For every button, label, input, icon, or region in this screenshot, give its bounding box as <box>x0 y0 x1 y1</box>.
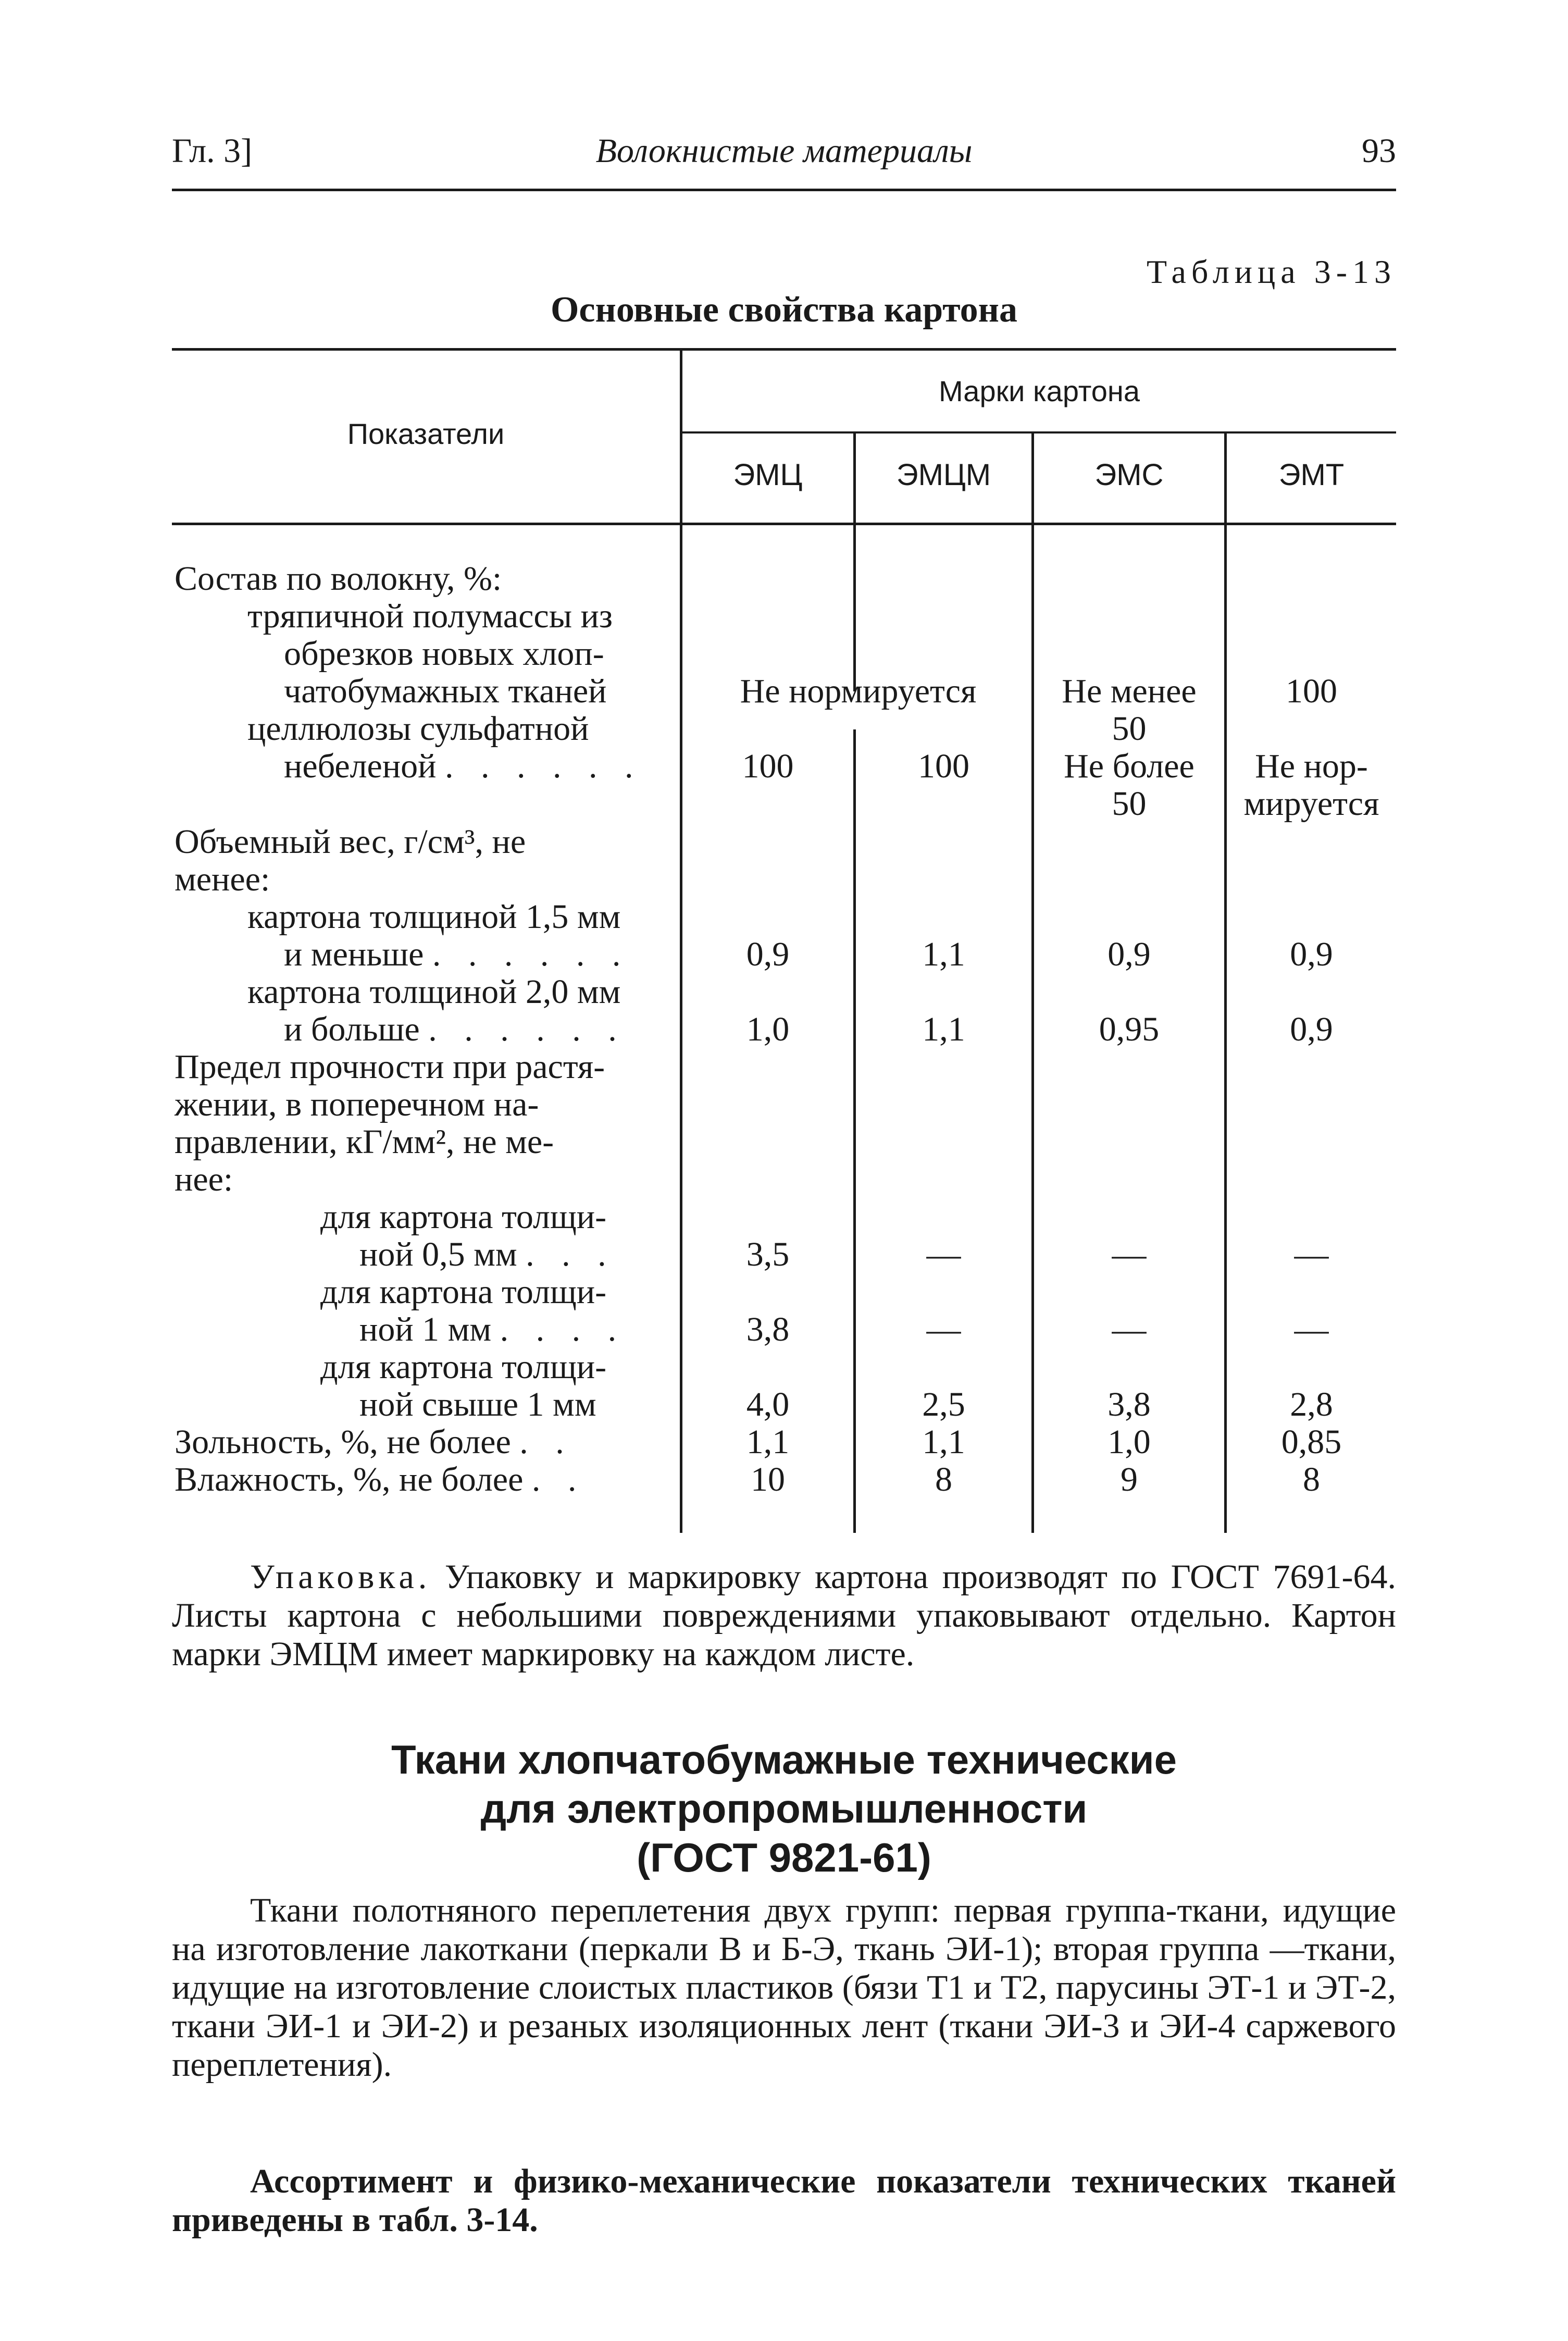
group-header: Марки картона <box>939 375 1140 407</box>
table-cell: мируется <box>1243 785 1379 823</box>
table-cell: 1,1 <box>746 1423 790 1461</box>
table-cell: 0,9 <box>1290 935 1333 973</box>
table-cell: 4,0 <box>746 1385 790 1423</box>
table-cell: 9 <box>1121 1460 1138 1498</box>
table-cell: Не нормируется <box>740 672 977 710</box>
section-heading-line: (ГОСТ 9821-61) <box>637 1835 931 1880</box>
table-cell: Не менее <box>1062 672 1197 710</box>
table-cell: 3,8 <box>1107 1385 1151 1423</box>
table-cell: 0,9 <box>1290 1010 1333 1048</box>
table-cell: 10 <box>751 1460 785 1498</box>
table-cell: 1,1 <box>922 1423 965 1461</box>
row-label: нее: <box>175 1160 233 1198</box>
row-label: чатобумажных тканей <box>284 672 607 710</box>
packing-paragraph <box>172 1558 1396 1674</box>
row-label: тряпичной полумассы из <box>247 597 613 635</box>
page-number: 93 <box>1362 132 1396 170</box>
table-cell: 0,85 <box>1281 1423 1342 1461</box>
table-cell: — <box>926 1235 961 1273</box>
row-label: для картона толщи- <box>320 1198 607 1236</box>
header-rule <box>172 189 1396 191</box>
body-paragraph: Ткани полотняного переплетения двух групп: первая группа-ткани, идущие на изготовление лакоткани (перкали В и Б-Э, ткань ЭИ-1); вторая группа —ткани, идущие на изготовление слоистых пластиков (бязи Т1 и Т2, парусины ЭТ-1 и ЭТ-2, ткани ЭИ-1 и ЭИ-2) и резаных изоляционных лент (ткани ЭИ-3 и ЭИ-4 саржевого переплетения). <box>172 1891 1396 2084</box>
table-divider <box>1031 433 1034 1533</box>
table-cell: 1,0 <box>746 1010 790 1048</box>
table-title: Основные свойства картона <box>550 290 1018 330</box>
packing-text: Упаковку и маркировку картона производят по ГОСТ 7691-64. Листы картона с небольшими повреждениями упаковывают отдельно. Картон марки ЭМЦМ имеет маркировку на каждом листе. <box>172 1558 1397 1673</box>
table-cell: 8 <box>935 1460 952 1498</box>
row-label: ной свыше 1 мм <box>359 1385 596 1423</box>
row-label: Объемный вес, г/см³, не <box>175 823 526 861</box>
table-cell: 2,8 <box>1290 1385 1333 1423</box>
table-cell: 50 <box>1112 710 1147 748</box>
row-label: Влажность, %, не более . . <box>175 1460 586 1498</box>
row-label: менее: <box>175 860 270 898</box>
row-label: целлюлозы сульфатной <box>247 710 589 748</box>
column-header-emt: ЭМТ <box>1278 458 1345 492</box>
table-cell: 3,8 <box>746 1310 790 1348</box>
row-label: жении, в поперечном на- <box>175 1085 539 1123</box>
table-number: Таблица 3-13 <box>1146 253 1396 290</box>
table-cell: 2,5 <box>922 1385 965 1423</box>
table-cell: 50 <box>1112 785 1147 823</box>
param-header: Показатели <box>347 417 505 450</box>
column-header-ems: ЭМС <box>1094 458 1164 492</box>
table-cell: — <box>1112 1235 1147 1273</box>
table-cell: 8 <box>1303 1460 1320 1498</box>
row-label: картона толщиной 2,0 мм <box>247 973 621 1011</box>
table-cell: 0,9 <box>746 935 790 973</box>
column-header-emcm: ЭМЦМ <box>896 458 991 492</box>
table-cell: 100 <box>918 747 969 785</box>
column-header-emc: ЭМЦ <box>733 458 803 492</box>
table-cell: 1,0 <box>1107 1423 1151 1461</box>
row-label: ной 1 мм . . . . <box>359 1310 626 1348</box>
table-cell: — <box>1112 1310 1147 1348</box>
row-label: и меньше . . . . . . <box>284 935 630 973</box>
table-cell: Не более <box>1064 747 1194 785</box>
section-heading <box>0 1735 1568 1882</box>
packing-lead: Упаковка. <box>250 1558 431 1596</box>
row-label: для картона толщи- <box>320 1348 607 1386</box>
table-cell: Не нор- <box>1255 747 1368 785</box>
row-label: картона толщиной 1,5 мм <box>247 898 621 936</box>
table-cell: 100 <box>1286 672 1337 710</box>
section-heading-line: для электропромышленности <box>480 1786 1088 1831</box>
table-head-rule <box>172 523 1396 525</box>
table-cell: 1,1 <box>922 935 965 973</box>
table-group-rule <box>682 431 1396 433</box>
row-label: небеленой . . . . . . <box>284 747 643 785</box>
table-cell: 3,5 <box>746 1235 790 1273</box>
table-cell: 100 <box>742 747 794 785</box>
body-paragraph: Ассортимент и физико-механические показатели технических тканей приведены в табл. 3-14. <box>172 2162 1396 2239</box>
running-title: Волокнистые материалы <box>595 132 973 170</box>
row-label: и больше . . . . . . <box>284 1010 626 1048</box>
table-cell: 0,9 <box>1107 935 1151 973</box>
table-divider <box>1224 433 1227 1533</box>
section-heading-line: Ткани хлопчатобумажные технические <box>391 1737 1177 1782</box>
chapter-label: Гл. 3] <box>172 132 253 170</box>
row-label: для картона толщи- <box>320 1273 607 1311</box>
row-label: Состав по волокну, %: <box>175 560 502 598</box>
row-label: ной 0,5 мм . . . <box>359 1235 616 1273</box>
table-cell: — <box>1294 1310 1329 1348</box>
row-label: Зольность, %, не более . . <box>175 1423 574 1461</box>
table-cell: — <box>1294 1235 1329 1273</box>
table-cell: 0,95 <box>1099 1010 1160 1048</box>
row-label: обрезков новых хлоп- <box>284 635 604 673</box>
table-top-rule <box>172 348 1396 351</box>
table-cell: 1,1 <box>922 1010 965 1048</box>
row-label: правлении, кГ/мм², не ме- <box>175 1123 554 1161</box>
row-label: Предел прочности при растя- <box>175 1048 605 1086</box>
table-cell: — <box>926 1310 961 1348</box>
